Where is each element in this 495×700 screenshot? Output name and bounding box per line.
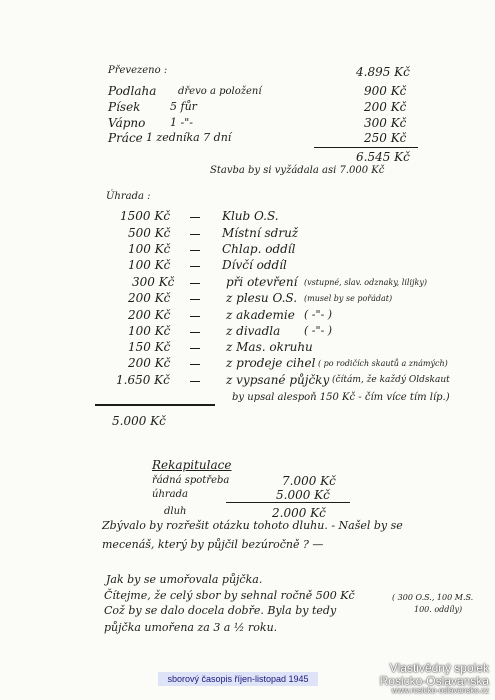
top-total: 6.545 Kč (356, 150, 410, 164)
row-amount: 200 Kč (364, 100, 407, 114)
uhrada-amount: 100 Kč (128, 242, 171, 256)
rekap-label: dluh (164, 506, 187, 517)
paragraph-note: ( 300 O.S., 100 M.S. (392, 593, 474, 602)
uhrada-amount: 1.650 Kč (116, 373, 170, 387)
sum-line (314, 147, 418, 148)
row-label: Podlaha (108, 84, 157, 98)
uhrada-total: 5.000 Kč (112, 414, 166, 428)
top-summary: Stavba by si vyžádala asi 7.000 Kč (210, 165, 385, 176)
carried-heading: Převezeno : (108, 65, 168, 76)
paragraph-line: mecenáš, který by půjčil bezúročně ? — (102, 538, 324, 551)
footer-caption: sborový časopis říjen-listopad 1945 (158, 672, 318, 686)
watermark-line: Rosicko-Oslavanska (379, 673, 489, 688)
row-amount: 250 Kč (364, 131, 407, 145)
row-desc: 5 fůr (170, 100, 197, 113)
uhrada-text: z plesu O.S. (226, 291, 298, 305)
uhrada-note: ( -"- ) (304, 308, 333, 321)
dash (190, 348, 200, 349)
uhrada-amount: 100 Kč (128, 324, 171, 338)
uhrada-continuation: by upsal alespoň 150 Kč - čím více tím líp.) (232, 392, 450, 403)
dash (190, 381, 200, 382)
uhrada-heading: Úhrada : (106, 191, 151, 202)
rekap-amount: 7.000 Kč (282, 474, 336, 488)
rekap-sum-line (226, 502, 350, 503)
watermark-line: www.rosicko-oslavansko.cz (391, 686, 489, 696)
rekap-heading: Rekapitulace (152, 458, 232, 472)
carried-amount: 4.895 Kč (356, 65, 410, 79)
uhrada-text: z divadla (226, 324, 281, 338)
uhrada-text: z prodeje cihel (226, 356, 316, 370)
uhrada-note: ( -"- ) (304, 324, 333, 337)
uhrada-text: Klub O.S. (222, 209, 279, 223)
uhrada-sum-line (95, 404, 215, 406)
paragraph-line: Zbývalo by rozřešit otázku tohoto dluhu. - Našel by se (102, 519, 403, 532)
dash (190, 299, 200, 300)
row-amount: 300 Kč (364, 116, 407, 130)
uhrada-text: Místní sdruž (222, 226, 299, 240)
dash (190, 332, 200, 333)
paragraph-line: Jak by se umořovala půjčka. (106, 573, 263, 586)
row-label: Práce (108, 131, 143, 145)
uhrada-note: ( po rodičích skautů a známých) (318, 359, 448, 368)
dash (190, 283, 200, 284)
rekap-label: řádná spotřeba (152, 475, 230, 486)
dash (190, 250, 200, 251)
row-desc: dřevo a položení (178, 86, 262, 97)
paragraph-line: půjčka umořena za 3 a ½ roku. (104, 621, 278, 634)
uhrada-amount: 500 Kč (128, 226, 171, 240)
watermark-logo (380, 662, 489, 696)
dash (190, 234, 200, 235)
uhrada-text: z akademie (226, 308, 295, 322)
uhrada-amount: 150 Kč (128, 340, 171, 354)
uhrada-amount: 200 Kč (128, 291, 171, 305)
uhrada-note: (musel by se pořádat) (304, 294, 393, 303)
row-desc: 1 -"- (170, 116, 193, 129)
uhrada-note: (vstupné, slav. odznaky, lilijky) (304, 278, 427, 287)
dash (190, 217, 200, 218)
row-desc: 1 zedníka 7 dní (146, 131, 232, 144)
uhrada-amount: 1500 Kč (120, 209, 171, 223)
uhrada-note: (čítám, že každý Oldskaut (332, 375, 450, 385)
paragraph-line: Což by se dalo docela dobře. Byla by tedy (104, 604, 337, 617)
rekap-amount: 2.000 Kč (272, 506, 326, 520)
uhrada-text: z Mas. okruhu (226, 340, 313, 354)
paragraph-line: Čítejme, že celý sbor by sehnal ročně 500 Kč (104, 589, 355, 602)
uhrada-amount: 300 Kč (132, 275, 175, 289)
dash (190, 266, 200, 267)
rekap-amount: 5.000 Kč (276, 488, 330, 502)
row-label: Písek (108, 100, 141, 114)
rekap-label: úhrada (152, 489, 188, 500)
row-amount: 900 Kč (364, 84, 407, 98)
uhrada-text: při otevření (226, 275, 298, 289)
uhrada-text: Chlap. oddíl (222, 242, 296, 256)
uhrada-text: z vypsané půjčky (226, 373, 330, 387)
paragraph-note: 100. oddíly) (414, 605, 463, 614)
uhrada-amount: 200 Kč (128, 308, 171, 322)
dash (190, 316, 200, 317)
uhrada-text: Dívčí oddíl (222, 258, 287, 272)
dash (190, 364, 200, 365)
uhrada-amount: 200 Kč (128, 356, 171, 370)
watermark-line: Vlastivědný spolek (389, 661, 489, 675)
row-label: Vápno (108, 116, 146, 130)
uhrada-amount: 100 Kč (128, 258, 171, 272)
